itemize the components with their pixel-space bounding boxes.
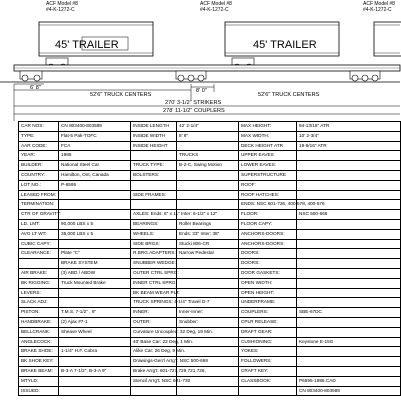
spec-cell	[297, 151, 401, 161]
spec-cell	[297, 249, 401, 259]
dim-truck-centers-2: 52'6" TRUCK CENTERS	[258, 92, 320, 98]
spec-cell: CLASSBOOK:	[239, 376, 297, 386]
spec-table-body	[19, 122, 401, 396]
spec-cell: BK SHOE KEY:	[19, 357, 59, 367]
spec-cell	[297, 229, 401, 239]
spec-cell: Alike Car: 26 Deg, 9 Min.	[131, 347, 177, 357]
spec-cell: ANCHORS-DOORS:	[239, 229, 297, 239]
spec-cell: SUPERSTRUCTURE	[239, 170, 297, 180]
spec-cell: MAX WIDTH:	[239, 131, 297, 141]
spec-table	[18, 121, 401, 396]
spec-cell: 42' 2-1/4"	[177, 122, 239, 132]
spec-cell	[297, 180, 401, 190]
spec-cell: TYPE:	[19, 131, 59, 141]
spec-cell: BOLSTERS:	[131, 170, 177, 180]
spec-cell: DOORS:	[239, 249, 297, 259]
car-number-label-3: #4-K-1272-C	[363, 7, 392, 13]
spec-cell	[297, 278, 401, 288]
spec-cell: National Steel Car	[59, 161, 131, 171]
spec-cell: ENDS: NSC 601-726, 400-578, 400-576	[239, 200, 297, 210]
spec-cell	[177, 180, 239, 190]
spec-cell	[297, 268, 401, 278]
spec-cell: TRUCK SPRINGS: 4-1/4" Travel D-7	[131, 298, 177, 308]
spec-cell: BK RIGGING:	[19, 278, 59, 288]
car-diagram-svg	[0, 0, 400, 121]
spec-cell	[297, 327, 401, 337]
spec-cell: ROOF:	[239, 180, 297, 190]
spec-row	[19, 337, 401, 347]
spec-cell: CUSHIONING:	[239, 337, 297, 347]
spec-row	[19, 376, 401, 386]
spec-cell: 90,000 LBS x 5	[59, 219, 131, 229]
spec-row	[19, 347, 401, 357]
spec-cell	[59, 386, 131, 396]
spec-row	[19, 357, 401, 367]
spec-cell: DRAFT GEAR:	[239, 327, 297, 337]
spec-cell: TERMINATION:	[19, 200, 59, 210]
spec-cell: LEVERS:	[19, 288, 59, 298]
spec-row	[19, 366, 401, 376]
spec-cell: Roller Bearings	[177, 219, 239, 229]
spec-cell: AXLES: Ends: 6" x 11" Inter: 6-1/2" x 12"	[131, 210, 177, 220]
spec-row	[19, 268, 401, 278]
spec-cell	[59, 357, 131, 367]
spec-cell: Flat-5 Pak-TOFC	[59, 131, 131, 141]
spec-cell: BRAKE SHOE:	[19, 347, 59, 357]
spec-cell	[59, 210, 131, 220]
spec-cell: ISSUED:	[19, 386, 59, 396]
spec-cell: CTR OF GRAVITY:	[19, 210, 59, 220]
spec-cell	[177, 278, 239, 288]
trailer-2	[225, 22, 339, 70]
spec-cell	[177, 141, 239, 151]
spec-cell: 40' Base Car: 22 Deg, 1 Min.	[131, 337, 177, 347]
spec-cell	[59, 239, 131, 249]
spec-cell: DECK HEIGHT ATR	[239, 141, 297, 151]
spec-cell: UNDERFRAME:	[239, 298, 297, 308]
spec-cell: DOORS:	[239, 259, 297, 269]
spec-cell: INSIDE HEIGHT	[131, 141, 177, 151]
spec-sheet	[18, 121, 400, 400]
spec-row	[19, 327, 401, 337]
spec-cell: SIDE FRAMES:	[131, 190, 177, 200]
spec-cell	[177, 259, 239, 269]
spec-cell: FOLLOWERS:	[239, 357, 297, 367]
spec-cell: SIDE BRGS:	[131, 239, 177, 249]
spec-cell: Keystone E-15G	[297, 337, 401, 347]
spec-cell: LOWER EAVES:	[239, 161, 297, 171]
spec-cell: OUTER:	[131, 317, 177, 327]
spec-row	[19, 278, 401, 288]
spec-cell: COUPLERS:	[239, 308, 297, 318]
spec-cell	[297, 239, 401, 249]
spec-cell	[131, 180, 177, 190]
spec-cell: SLACK ADJ:	[19, 298, 59, 308]
spec-cell: B-3-A 7-1/2", B-3-A 9"	[59, 366, 131, 376]
spec-row	[19, 239, 401, 249]
spec-cell: 1-1/4" H.F. Cobra	[59, 347, 131, 357]
spec-cell: 10' 2-3/4"	[297, 131, 401, 141]
spec-row	[19, 386, 401, 396]
spec-cell: NSC 500-666	[297, 210, 401, 220]
spec-cell: INSIDE LENGTH	[131, 122, 177, 132]
spec-row	[19, 249, 401, 259]
spec-row	[19, 141, 401, 151]
spec-cell: LD. LMT:	[19, 219, 59, 229]
spec-cell	[297, 161, 401, 171]
spec-cell: MTYLD:	[19, 376, 59, 386]
spec-cell	[177, 190, 239, 200]
spec-cell: HANDBRAKE:	[19, 317, 59, 327]
spec-cell: Stencil Arrg't: NSC 601-730	[131, 376, 177, 386]
spec-cell: TRUCKS	[177, 151, 239, 161]
car-diagram	[0, 0, 400, 121]
trailer-label-1: 45' TRAILER	[55, 39, 119, 51]
spec-cell	[131, 386, 177, 396]
spec-cell: 19-9/16" ATR	[297, 141, 401, 151]
dim-couplers: 278' 11-1/2" COUPLERS	[163, 108, 225, 114]
spec-cell: OPEN HEIGHT:	[239, 288, 297, 298]
spec-cell: CRAFT KEY:	[239, 366, 297, 376]
spec-cell: AAR CODE:	[19, 141, 59, 151]
spec-cell	[239, 386, 297, 396]
spec-cell	[59, 200, 131, 210]
spec-cell: CN 803400-803589	[59, 122, 131, 132]
trailer-3	[374, 22, 401, 56]
spec-cell: COUNTRY:	[19, 170, 59, 180]
spec-cell: SNUBBER WEDGE:	[131, 259, 177, 269]
spec-cell: ROOF HATCHES:	[239, 190, 297, 200]
spec-cell	[297, 259, 401, 269]
spec-cell: LOT NO.:	[19, 180, 59, 190]
flat-car-deck	[14, 65, 400, 71]
spec-cell: WHEELS:	[131, 229, 177, 239]
spec-cell: Snubber:	[177, 317, 239, 327]
spec-cell: CAR NOS:	[19, 122, 59, 132]
spec-cell: (2) Ajax #7-1	[59, 317, 131, 327]
spec-cell: FLOOR CAPY:	[239, 219, 297, 229]
dim-left-overhang: 6' 8"	[30, 85, 41, 91]
car-model-label-2: ACF Model #8	[200, 1, 232, 7]
spec-cell: ANCHORS-DOORS:	[239, 239, 297, 249]
spec-cell: T.M.S. 7-1/2" , 9"	[59, 308, 131, 318]
spec-cell: 1985	[59, 151, 131, 161]
spec-cell	[59, 337, 131, 347]
spec-cell: BRAKE SYSTEM	[59, 259, 131, 269]
spec-cell: OUTER CTRL SPRG:	[131, 268, 177, 278]
spec-row	[19, 122, 401, 132]
spec-cell: 35,000 LBS x 5	[59, 229, 131, 239]
spec-row	[19, 151, 401, 161]
spec-cell: DOOR GASKETS:	[239, 268, 297, 278]
spec-cell	[59, 288, 131, 298]
spec-cell	[177, 170, 239, 180]
spec-row	[19, 298, 401, 308]
spec-cell: Plate "C"	[59, 249, 131, 259]
spec-row	[19, 161, 401, 171]
spec-cell	[59, 190, 131, 200]
spec-cell: B-2-C, Swing Motion	[177, 161, 239, 171]
spec-cell: TRUCK TYPE:	[131, 161, 177, 171]
spec-cell: Sheave Wheel	[59, 327, 131, 337]
dim-truck-centers-1: 52'6" TRUCK CENTERS	[90, 92, 152, 98]
spec-cell: Curvature Uncoupled: 32 Deg, 19 Min.	[131, 327, 177, 337]
spec-row	[19, 190, 401, 200]
spec-cell: LEASED FROM:	[19, 190, 59, 200]
spec-cell: Brake Arrg't: 601-727,729,721,726,	[131, 366, 177, 376]
trailer-label-2: 45' TRAILER	[253, 39, 317, 51]
spec-cell: BUILDER:	[19, 161, 59, 171]
spec-cell: MAX HEIGHT:	[239, 122, 297, 132]
spec-cell: (3) ABD / ABDW	[59, 268, 131, 278]
spec-cell	[177, 386, 239, 396]
car-number-label-2: #4-K-1272-C	[200, 7, 229, 13]
spec-cell: FCA	[59, 141, 131, 151]
spec-cell: 8' 9"	[177, 131, 239, 141]
spec-cell	[297, 190, 401, 200]
trailer-1	[39, 22, 153, 70]
spec-row	[19, 180, 401, 190]
dim-strikers: 270' 3-1/2" STRIKERS	[165, 100, 222, 106]
spec-cell: CUBIC CAPY:	[19, 239, 59, 249]
dim-mid-overhang: 8' 0"	[196, 88, 207, 94]
spec-cell: Inner-Inner:	[177, 308, 239, 318]
spec-cell: OPEN WIDTH:	[239, 278, 297, 288]
spec-cell	[297, 357, 401, 367]
spec-cell: INSIDE WIDTH	[131, 131, 177, 141]
spec-row	[19, 308, 401, 318]
spec-cell	[177, 347, 239, 357]
spec-cell	[297, 317, 401, 327]
spec-row	[19, 288, 401, 298]
spec-cell: 94-13/16" ATR	[297, 122, 401, 132]
spec-cell	[131, 200, 177, 210]
spec-row	[19, 210, 401, 220]
spec-cell: BK BEAM WEAR PLT:	[131, 288, 177, 298]
trucks	[20, 71, 380, 81]
spec-cell	[131, 151, 177, 161]
spec-cell: Stucki 806-CR	[177, 239, 239, 249]
spec-cell	[297, 347, 401, 357]
spec-cell: SBE-67DC	[297, 308, 401, 318]
spec-cell	[177, 200, 239, 210]
spec-cell	[59, 376, 131, 386]
spec-cell: CN 803400-803589	[297, 386, 401, 396]
spec-row	[19, 200, 401, 210]
spec-cell: BRAKE BEAM:	[19, 366, 59, 376]
spec-cell: PISTON:	[19, 308, 59, 318]
spec-cell	[297, 288, 401, 298]
car-model-label-3: ACF Model #8	[363, 1, 395, 7]
spec-cell: P-6595	[59, 180, 131, 190]
spec-row	[19, 259, 401, 269]
spec-cell: UPPER EAVES	[239, 151, 297, 161]
spec-cell: Drawings-Gen'l Arrg't: NSC 500-668	[131, 357, 177, 367]
car-model-label-1: ACF Model #8	[46, 1, 78, 7]
spec-cell: YOKES:	[239, 347, 297, 357]
spec-cell: ANGLECOCK:	[19, 337, 59, 347]
spec-cell	[177, 288, 239, 298]
spec-cell	[297, 170, 401, 180]
spec-cell: INNER CTRL SPRG:	[131, 278, 177, 288]
spec-cell	[297, 219, 401, 229]
spec-cell: Narrow Pedestal	[177, 249, 239, 259]
spec-row	[19, 170, 401, 180]
spec-row	[19, 317, 401, 327]
spec-cell: Hamilton, Ont, Canada	[59, 170, 131, 180]
spec-cell: CPLR RELEASE:	[239, 317, 297, 327]
spec-cell	[177, 268, 239, 278]
spec-cell: INNER:	[131, 308, 177, 318]
spec-cell: Ends: 33" Inter: 38"	[177, 229, 239, 239]
spec-cell: P6595-1986.CAD	[297, 376, 401, 386]
spec-cell: AIR BRAKE:	[19, 268, 59, 278]
spec-cell: BELLCRANK:	[19, 327, 59, 337]
spec-cell: YEAR:	[19, 151, 59, 161]
car-number-label-1: #4-K-1272-C	[46, 7, 75, 13]
spec-cell: BEARINGS:	[131, 219, 177, 229]
spec-row	[19, 229, 401, 239]
spec-cell: R.BRG.ADAPTERS:	[131, 249, 177, 259]
spec-row	[19, 131, 401, 141]
spec-cell: AVG LT WT:	[19, 229, 59, 239]
spec-cell	[297, 298, 401, 308]
spec-cell	[59, 298, 131, 308]
spec-row	[19, 219, 401, 229]
spec-cell	[297, 366, 401, 376]
spec-cell: FLOOR:	[239, 210, 297, 220]
spec-cell: Truck Mounted Brake	[59, 278, 131, 288]
spec-cell: CLEARANCE:	[19, 249, 59, 259]
spec-cell	[19, 259, 59, 269]
